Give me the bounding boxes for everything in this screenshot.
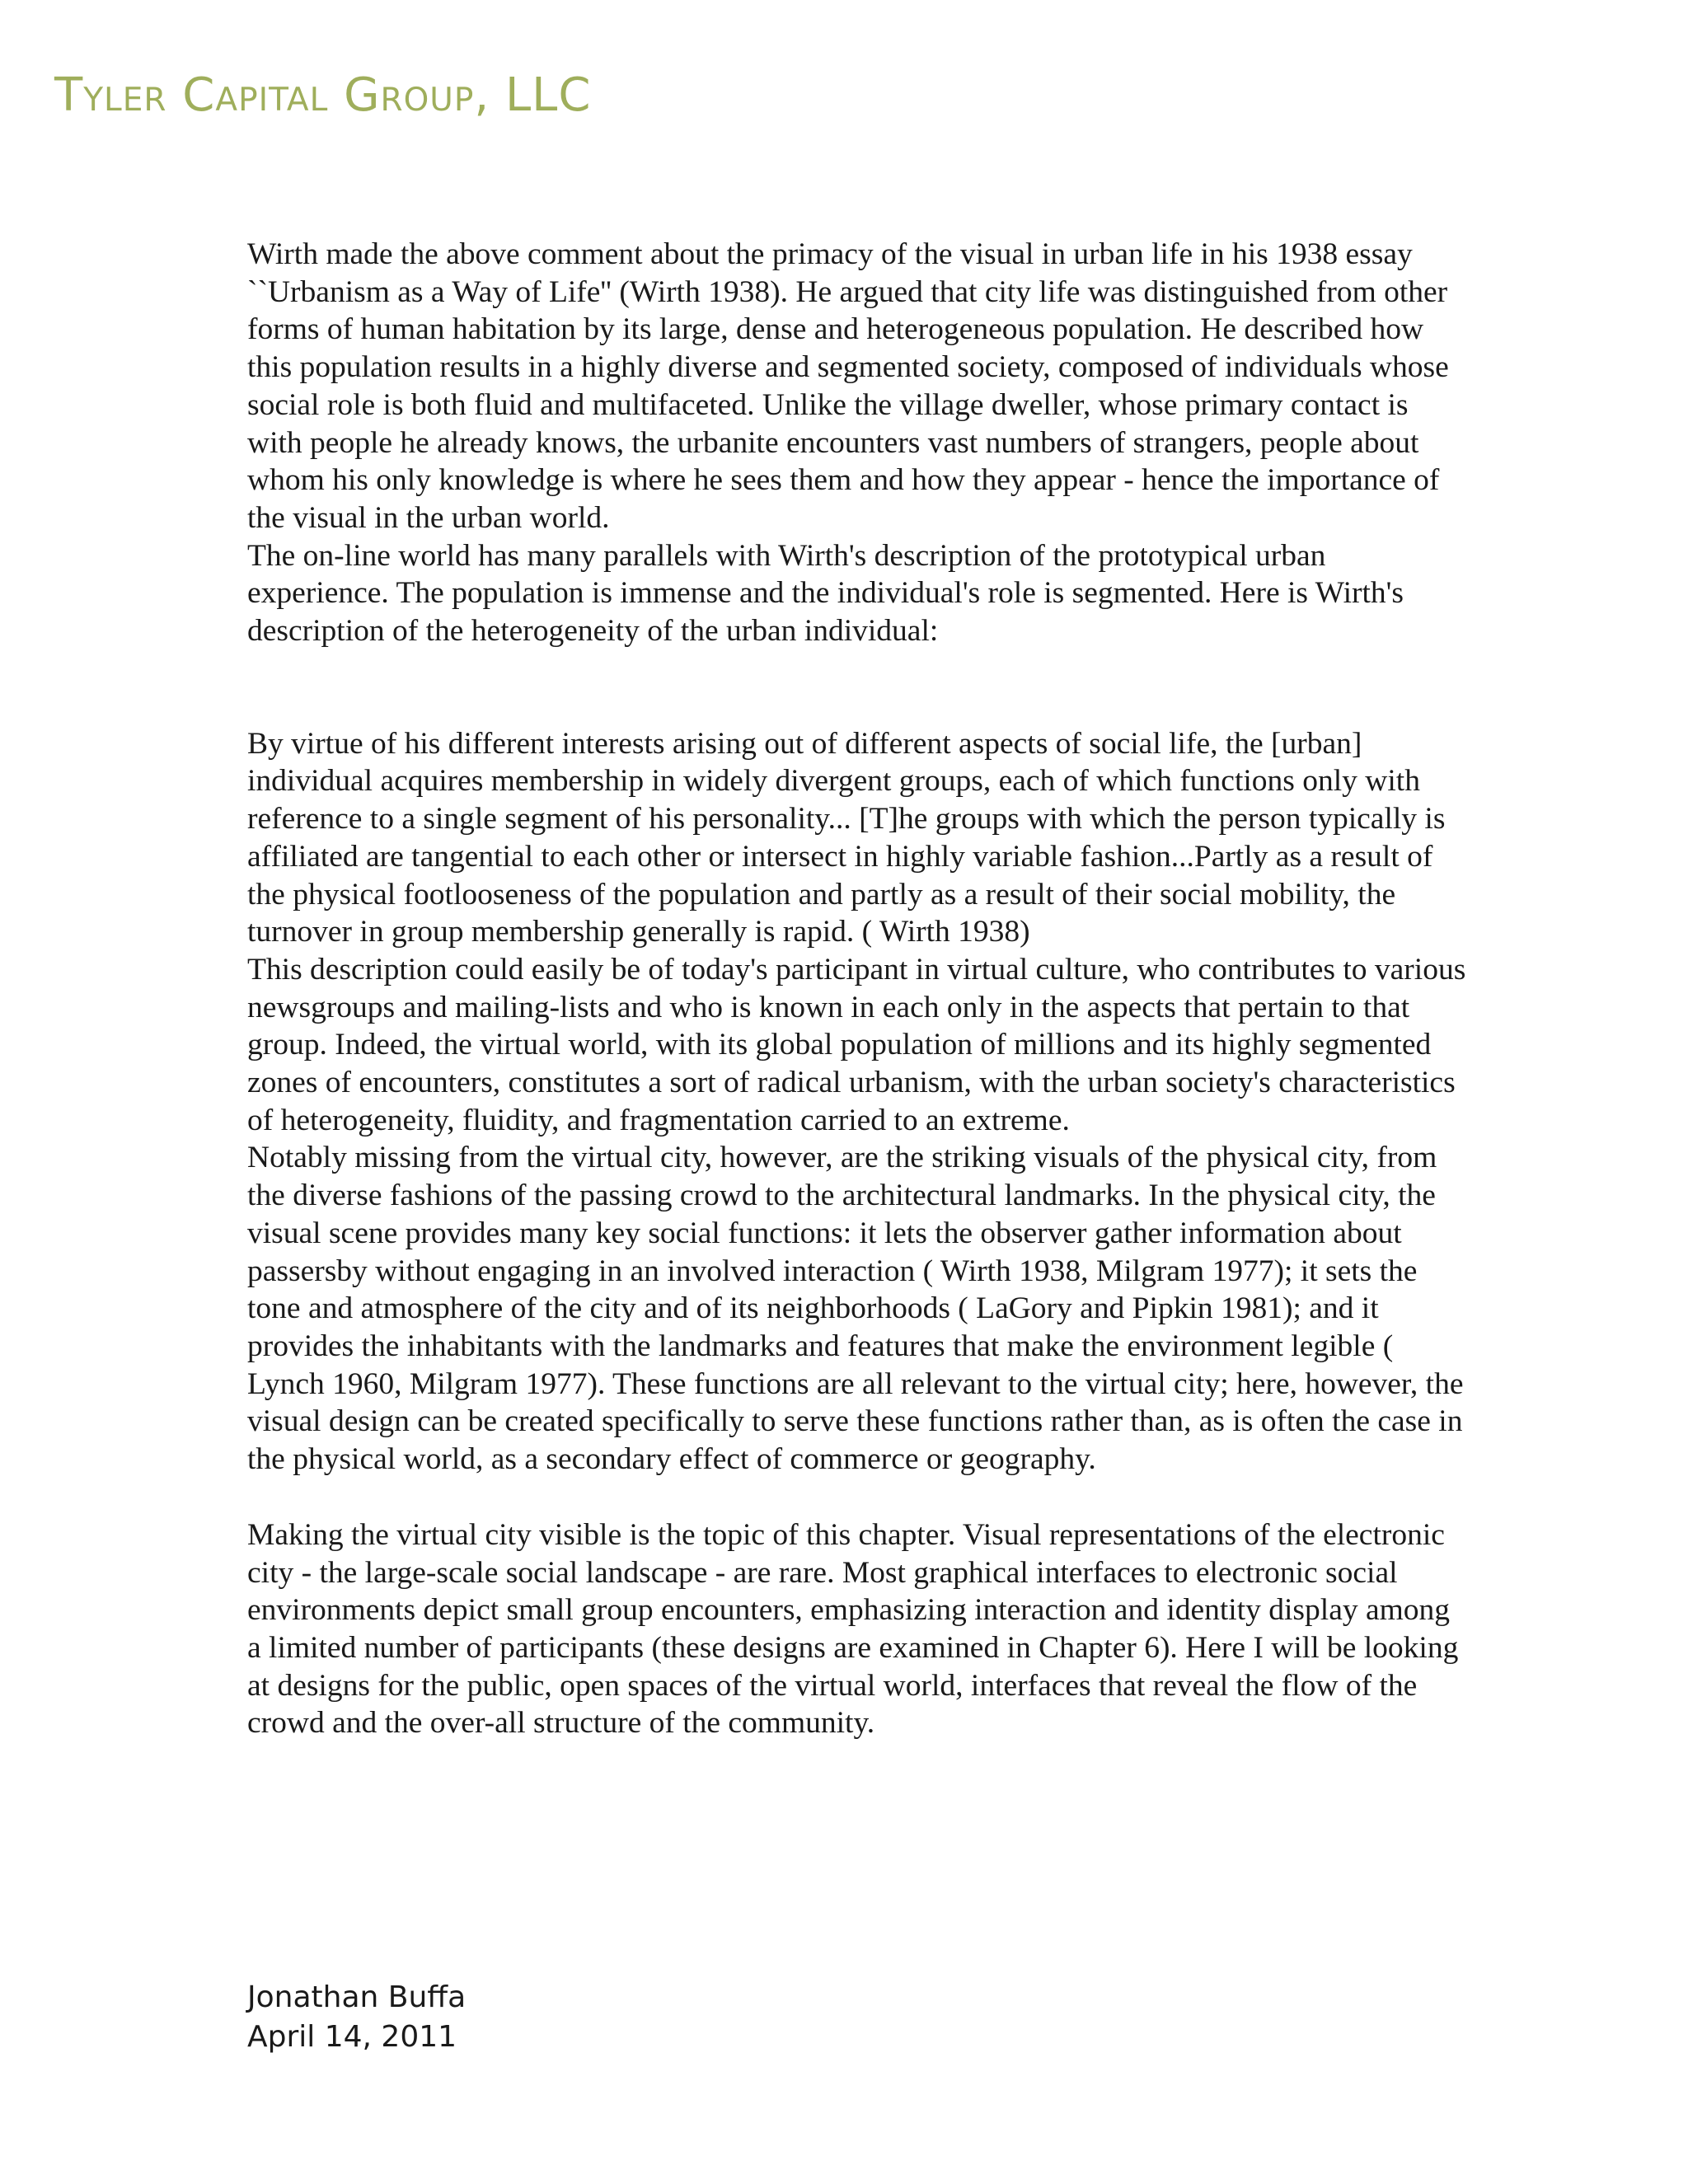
paragraph-virtual-city-visuals: Notably missing from the virtual city, however, are the striking visuals of the physical city, from the diverse fashions of the passing crowd to the architectural landmarks. In the physical city, the visual scene provides many key social functions: it lets the observer gather information about passersby without engaging in an involved interaction ( Wirth 1938, Milgram 1977); it sets the tone and atmosphere of the city and of its neighborhoods ( LaGory and Pipkin 1981); and it provides the inhabitants with the landmarks and features that make the environment legible ( Lynch 1960, Milgram 1977). These functions are all relevant to the virtual city; here, however, the visual design can be created specifically to serve these functions rather than, as is often the case in the physical world, as a secondary effect of commerce or geography.	[247, 1141, 1464, 1477]
paragraph-wirth-intro: Wirth made the above comment about the primacy of the visual in urban life in his 1938 essay ``Urbanism as a Way of Life'' (Wirth 1938). He argued that city life was distinguished from other forms of human habitation by its large, dense and heterogeneous population. He described how this population results in a highly diverse and segmented society, composed of individuals whose social role is both fluid and multifaceted. Unlike the village dweller, whose primary contact is with people he already knows, the urbanite encounters vast numbers of strangers, people about whom his only knowledge is where he sees them and how they appear - hence the importance of the visual in the urban world.	[247, 237, 1449, 535]
signature-date: April 14, 2011	[247, 2020, 457, 2054]
company-header: Tyler Capital Group, LLC	[54, 68, 592, 122]
paragraph-virtual-culture: This description could easily be of today's participant in virtual culture, who contributes to various newsgroups and mailing-lists and who is known in each only in the aspects that pertain to that group. Indeed, the virtual world, with its global population of millions and its highly segmented zones of encounters, constitutes a sort of radical urbanism, with the urban society's characteristics of heterogeneity, fluidity, and fragmentation carried to an extreme.	[247, 952, 1466, 1137]
paragraph-spacer	[247, 1479, 1467, 1516]
paragraph-spacer	[247, 650, 1467, 725]
document-body	[247, 236, 1467, 1742]
paragraph-online-parallels: The on-line world has many parallels with Wirth's description of the prototypical urban experience. The population is immense and the individual's role is segmented. Here is Wirth's description of the heterogeneity of the urban individual:	[247, 538, 1404, 649]
author-name: Jonathan Buffa	[247, 1980, 467, 2014]
signature-block	[247, 1978, 466, 2057]
paragraph-chapter-topic: Making the virtual city visible is the topic of this chapter. Visual representations of the electronic city - the large-scale social landscape - are rare. Most graphical interfaces to electronic social environments depict small group encounters, emphasizing interaction and identity display among a limited number of participants (these designs are examined in Chapter 6). Here I will be looking at designs for the public, open spaces of the virtual world, interfaces that reveal the flow of the crowd and the over-all structure of the community.	[247, 1517, 1459, 1741]
paragraph-wirth-quote: By virtue of his different interests arising out of different aspects of social life, the [urban] individual acquires membership in widely divergent groups, each of which functions only with reference to a single segment of his personality... [T]he groups with which the person typically is affiliated are tangential to each other or intersect in highly variable fashion...Partly as a result of the physical footlooseness of the population and partly as a result of their social mobility, the turnover in group membership generally is rapid. ( Wirth 1938)	[247, 726, 1446, 949]
